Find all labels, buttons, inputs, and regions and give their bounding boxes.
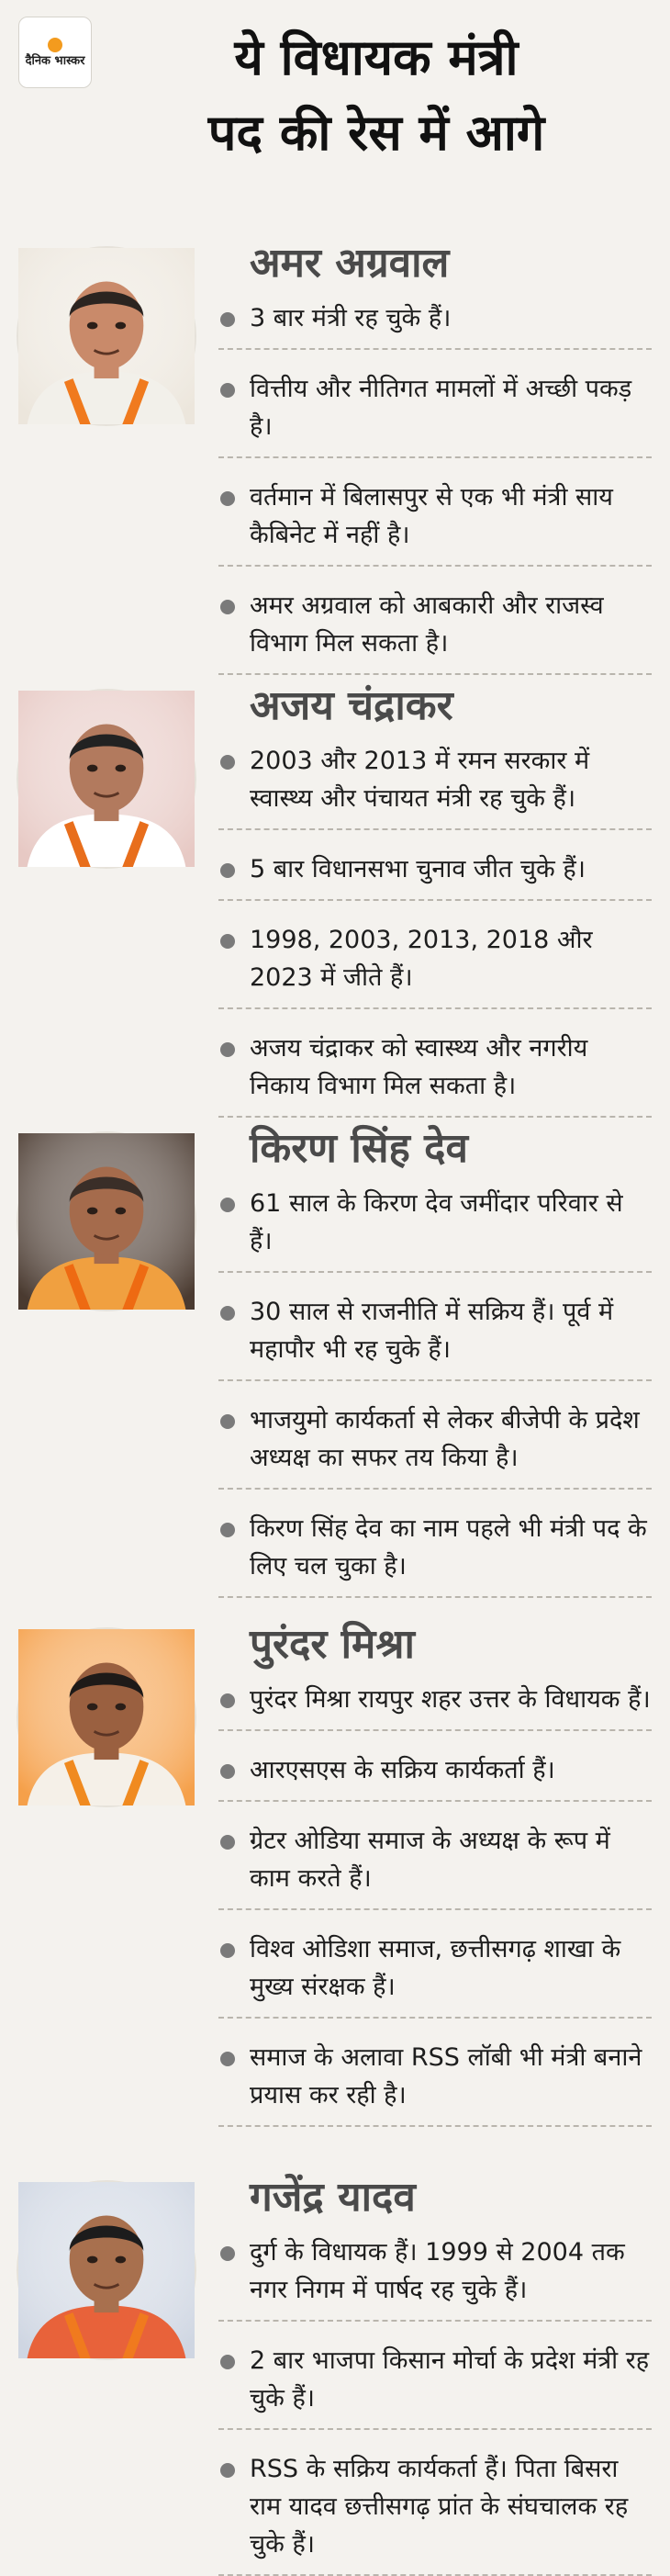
point-text: किरण सिंह देव का नाम पहले भी मंत्री पद के लिए चल चुका है। bbox=[250, 1514, 647, 1580]
point-text: RSS के सक्रिय कार्यकर्ता हैं। पिता बिसरा राम यादव छत्तीसगढ़ प्रांत के संघचालक रह चुके हैं। bbox=[250, 2455, 629, 2559]
points-list bbox=[218, 1675, 652, 2127]
dainik-bhaskar-logo bbox=[18, 17, 92, 88]
bullet-icon bbox=[220, 1523, 235, 1537]
bullet-icon bbox=[220, 1198, 235, 1212]
bullet-icon bbox=[220, 491, 235, 506]
point-item bbox=[218, 737, 652, 830]
point-item bbox=[218, 1288, 652, 1381]
point-item bbox=[218, 2336, 652, 2430]
person-name: अजय चंद्राकर bbox=[250, 682, 453, 729]
bullet-icon bbox=[220, 600, 235, 614]
point-item bbox=[218, 1396, 652, 1490]
point-text: वर्तमान में बिलासपुर से एक भी मंत्री साय कैबिनेट में नहीं है। bbox=[250, 483, 613, 549]
points-list bbox=[218, 1179, 652, 1598]
person-photo bbox=[17, 1131, 196, 1311]
person-name: अमर अग्रवाल bbox=[250, 240, 450, 287]
title-line-2: पद की रेस में आगे bbox=[207, 104, 545, 162]
point-item bbox=[218, 2445, 652, 2576]
bullet-icon bbox=[220, 934, 235, 949]
page-title bbox=[101, 20, 652, 171]
point-text: 2 बार भाजपा किसान मोर्चा के प्रदेश मंत्री रह चुके हैं। bbox=[250, 2346, 650, 2413]
bullet-icon bbox=[220, 383, 235, 398]
bullet-icon bbox=[220, 1764, 235, 1779]
point-item bbox=[218, 916, 652, 1009]
person-photo bbox=[17, 246, 196, 426]
point-text: समाज के अलावा RSS लॉबी भी मंत्री बनाने प्रयास कर रही है। bbox=[250, 2043, 642, 2109]
point-text: 30 साल से राजनीति में सक्रिय हैं। पूर्व में महापौर भी रह चुके हैं। bbox=[250, 1298, 614, 1364]
point-item bbox=[218, 1746, 652, 1802]
point-item bbox=[218, 473, 652, 567]
point-item bbox=[218, 1024, 652, 1118]
bullet-icon bbox=[220, 755, 235, 770]
header bbox=[0, 0, 670, 211]
sun-dot-icon bbox=[48, 38, 62, 52]
bullet-icon bbox=[220, 1414, 235, 1429]
point-text: अमर अग्रवाल को आबकारी और राजस्व विभाग मिल सकता है। bbox=[250, 591, 604, 658]
point-text: 5 बार विधानसभा चुनाव जीत चुके हैं। bbox=[250, 855, 586, 883]
point-item bbox=[218, 1675, 652, 1731]
point-text: ग्रेटर ओडिया समाज के अध्यक्ष के रूप में काम करते हैं। bbox=[250, 1827, 610, 1893]
point-text: 3 बार मंत्री रह चुके हैं। bbox=[250, 304, 452, 332]
bullet-icon bbox=[220, 2246, 235, 2261]
bullet-icon bbox=[220, 1306, 235, 1321]
point-text: विश्व ओडिशा समाज, छत्तीसगढ़ शाखा के मुख्य संरक्षक हैं। bbox=[250, 1935, 621, 2001]
point-item bbox=[218, 1925, 652, 2019]
bullet-icon bbox=[220, 1835, 235, 1850]
points-list bbox=[218, 294, 652, 675]
bullet-icon bbox=[220, 1042, 235, 1057]
point-text: आरएसएस के सक्रिय कार्यकर्ता हैं। bbox=[250, 1756, 555, 1784]
point-text: पुरंदर मिश्रा रायपुर शहर उत्तर के विधायक हैं। bbox=[250, 1685, 651, 1714]
bullet-icon bbox=[220, 863, 235, 878]
points-list bbox=[218, 2228, 652, 2576]
person-name: गजेंद्र यादव bbox=[250, 2174, 416, 2221]
bullet-icon bbox=[220, 2052, 235, 2066]
point-item bbox=[218, 2033, 652, 2127]
point-text: भाजयुमो कार्यकर्ता से लेकर बीजेपी के प्रदेश अध्यक्ष का सफर तय किया है। bbox=[250, 1406, 640, 1472]
bullet-icon bbox=[220, 2355, 235, 2369]
bullet-icon bbox=[220, 2463, 235, 2478]
person-photo bbox=[17, 2180, 196, 2360]
point-item bbox=[218, 581, 652, 675]
title-line-1: ये विधायक मंत्री bbox=[234, 28, 519, 86]
bullet-icon bbox=[220, 1693, 235, 1708]
point-item bbox=[218, 2228, 652, 2322]
point-item bbox=[218, 365, 652, 458]
bullet-icon bbox=[220, 1943, 235, 1958]
person-photo bbox=[17, 1627, 196, 1807]
person-name: किरण सिंह देव bbox=[250, 1125, 468, 1172]
point-item bbox=[218, 1179, 652, 1273]
point-text: दुर्ग के विधायक हैं। 1999 से 2004 तक नगर निगम में पार्षद रह चुके हैं। bbox=[250, 2238, 625, 2304]
point-text: अजय चंद्राकर को स्वास्थ्य और नगरीय निकाय विभाग मिल सकता है। bbox=[250, 1034, 588, 1100]
point-text: 1998, 2003, 2013, 2018 और 2023 में जीते हैं। bbox=[250, 926, 593, 992]
person-photo bbox=[17, 689, 196, 869]
point-text: 2003 और 2013 में रमन सरकार में स्वास्थ्य और पंचायत मंत्री रह चुके हैं। bbox=[250, 747, 590, 813]
points-list bbox=[218, 737, 652, 1118]
point-text: 61 साल के किरण देव जमींदार परिवार से हैं। bbox=[250, 1189, 623, 1255]
logo-text: दैनिक भास्कर bbox=[25, 53, 85, 68]
bullet-icon bbox=[220, 312, 235, 327]
point-item bbox=[218, 294, 652, 350]
point-text: वित्तीय और नीतिगत मामलों में अच्छी पकड़ है। bbox=[250, 375, 632, 441]
point-item bbox=[218, 845, 652, 901]
point-item bbox=[218, 1817, 652, 1910]
person-name: पुरंदर मिश्रा bbox=[250, 1621, 415, 1668]
point-item bbox=[218, 1504, 652, 1598]
